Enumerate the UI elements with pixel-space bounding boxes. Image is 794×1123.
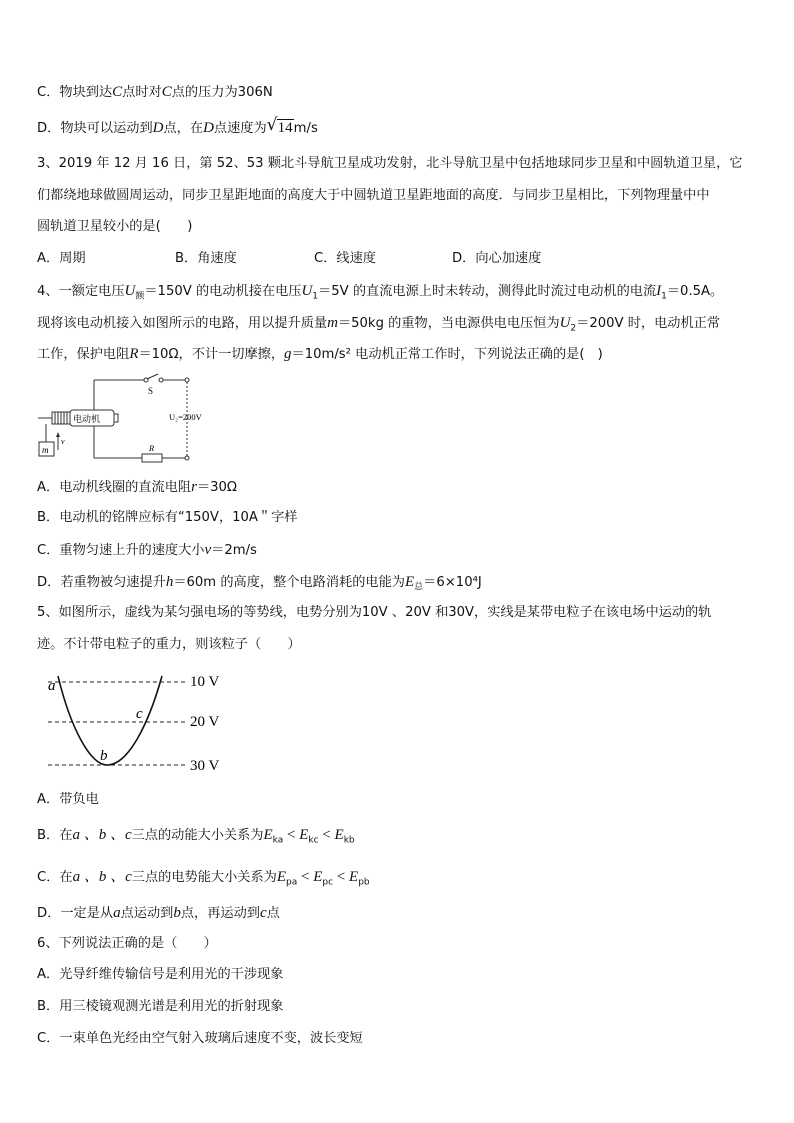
sqrt-expression: √ 14 bbox=[266, 115, 293, 136]
q3-option-a: A．周期 bbox=[37, 251, 86, 266]
q3-option-b: B．角速度 bbox=[175, 251, 237, 266]
terminal-node bbox=[185, 456, 189, 460]
q4-option-a: A．电动机线圈的直流电阻r＝30Ω bbox=[37, 479, 237, 495]
point-c-label: c bbox=[136, 706, 143, 722]
motor-label: 电动机 bbox=[73, 414, 101, 424]
particle-trajectory bbox=[58, 676, 162, 765]
q4-option-d: D．若重物被匀速提升h＝60m 的高度，整个电路消耗的电能为$E_总=6\times 10^4J$ bbox=[37, 574, 482, 593]
q5-stem-line2: 迹。不计带电粒子的重力，则该粒子（ ） bbox=[37, 637, 301, 652]
q3-option-d: D．向心加速度 bbox=[452, 251, 542, 266]
velocity-label: v bbox=[61, 437, 65, 446]
q4-stem-line2: 现将该电动机接入如图所示的电路，用以提升质量m＝50kg 的重物，当电源供电电压恒为$U_2=200V$ 时，电动机正常 bbox=[37, 315, 721, 334]
label-10v: 10 V bbox=[190, 674, 220, 690]
q5-option-b: B．在a 、b 、c三点的动能大小关系为$E_{ka} < E_{kc} < E_{kb}$ bbox=[37, 827, 355, 846]
q6-option-b: B．用三棱镜观测光谱是利用光的折射现象 bbox=[37, 999, 284, 1014]
terminal-node bbox=[185, 378, 189, 382]
q3-stem-line3: 圆轨道卫星较小的是( ) bbox=[37, 219, 193, 234]
q2-option-d: D．物块可以运动到D点，在D点速度为 √ 14m/s bbox=[37, 115, 318, 136]
q4-option-b: B．电动机的铭牌应标有“150V，10A＂字样 bbox=[37, 510, 298, 525]
mass-label: m bbox=[42, 445, 49, 455]
q5-option-a: A．带负电 bbox=[37, 792, 99, 807]
equipotential-figure bbox=[40, 666, 240, 778]
switch-label: S bbox=[148, 386, 154, 396]
motor-shaft-cap bbox=[114, 414, 118, 422]
label-30v: 30 V bbox=[190, 758, 220, 774]
voltage-label: U₂=200V bbox=[169, 412, 202, 422]
q4-stem-line3: 工作，保护电阻R＝10Ω，不计一切摩擦，g＝10m/s² 电动机正常工作时，下列说法正确的是( ) bbox=[37, 346, 603, 362]
q4-option-c: C．重物匀速上升的速度大小v＝2m/s bbox=[37, 542, 257, 558]
q6-stem: 6、下列说法正确的是（ ） bbox=[37, 936, 217, 951]
q3-stem-line2: 们都绕地球做圆周运动，同步卫星距地面的高度大于中圆轨道卫星距地面的高度．与同步卫星相比，下列物理量中中 bbox=[37, 188, 710, 203]
q4-stem-line1: 4、一额定电压$U_额=150V$ 的电动机接在电压$U_1=5V$ 的直流电源上时未转动，测得此时流过电动机的电流$I_1=0.5A$。 bbox=[37, 283, 724, 302]
q6-option-a: A．光导纤维传输信号是利用光的干涉现象 bbox=[37, 967, 284, 982]
point-a-label: a bbox=[48, 678, 56, 694]
switch-terminal bbox=[159, 378, 163, 382]
switch-lever bbox=[147, 374, 158, 379]
q3-stem-line1: 3、2019 年 12 月 16 日，第 52、53 颗北斗导航卫星成功发射，北斗导航卫星中包括地球同步卫星和中圆轨道卫星，它 bbox=[37, 156, 743, 171]
resistor-label: R bbox=[149, 443, 155, 453]
point-b-label: b bbox=[100, 748, 108, 764]
q5-option-c: C．在a 、b 、c三点的电势能大小关系为$E_{pa} < E_{pc} < E_{pb}$ bbox=[37, 869, 370, 888]
q5-stem-line1: 5、如图所示，虚线为某匀强电场的等势线，电势分别为10V 、20V 和30V，实线是某带电粒子在该电场中运动的轨 bbox=[37, 605, 712, 620]
q5-option-d: D．一定是从a点运动到b点，再运动到c点 bbox=[37, 905, 280, 921]
resistor bbox=[142, 454, 162, 462]
q3-option-c: C．线速度 bbox=[314, 251, 376, 266]
q6-option-c: C．一束单色光经由空气射入玻璃后速度不变，波长变短 bbox=[37, 1031, 363, 1046]
q2-option-c: C．物块到达C点时对C点的压力为306N bbox=[37, 84, 273, 100]
label-20v: 20 V bbox=[190, 714, 220, 730]
velocity-arrowhead bbox=[56, 432, 60, 437]
circuit-diagram bbox=[36, 372, 216, 470]
